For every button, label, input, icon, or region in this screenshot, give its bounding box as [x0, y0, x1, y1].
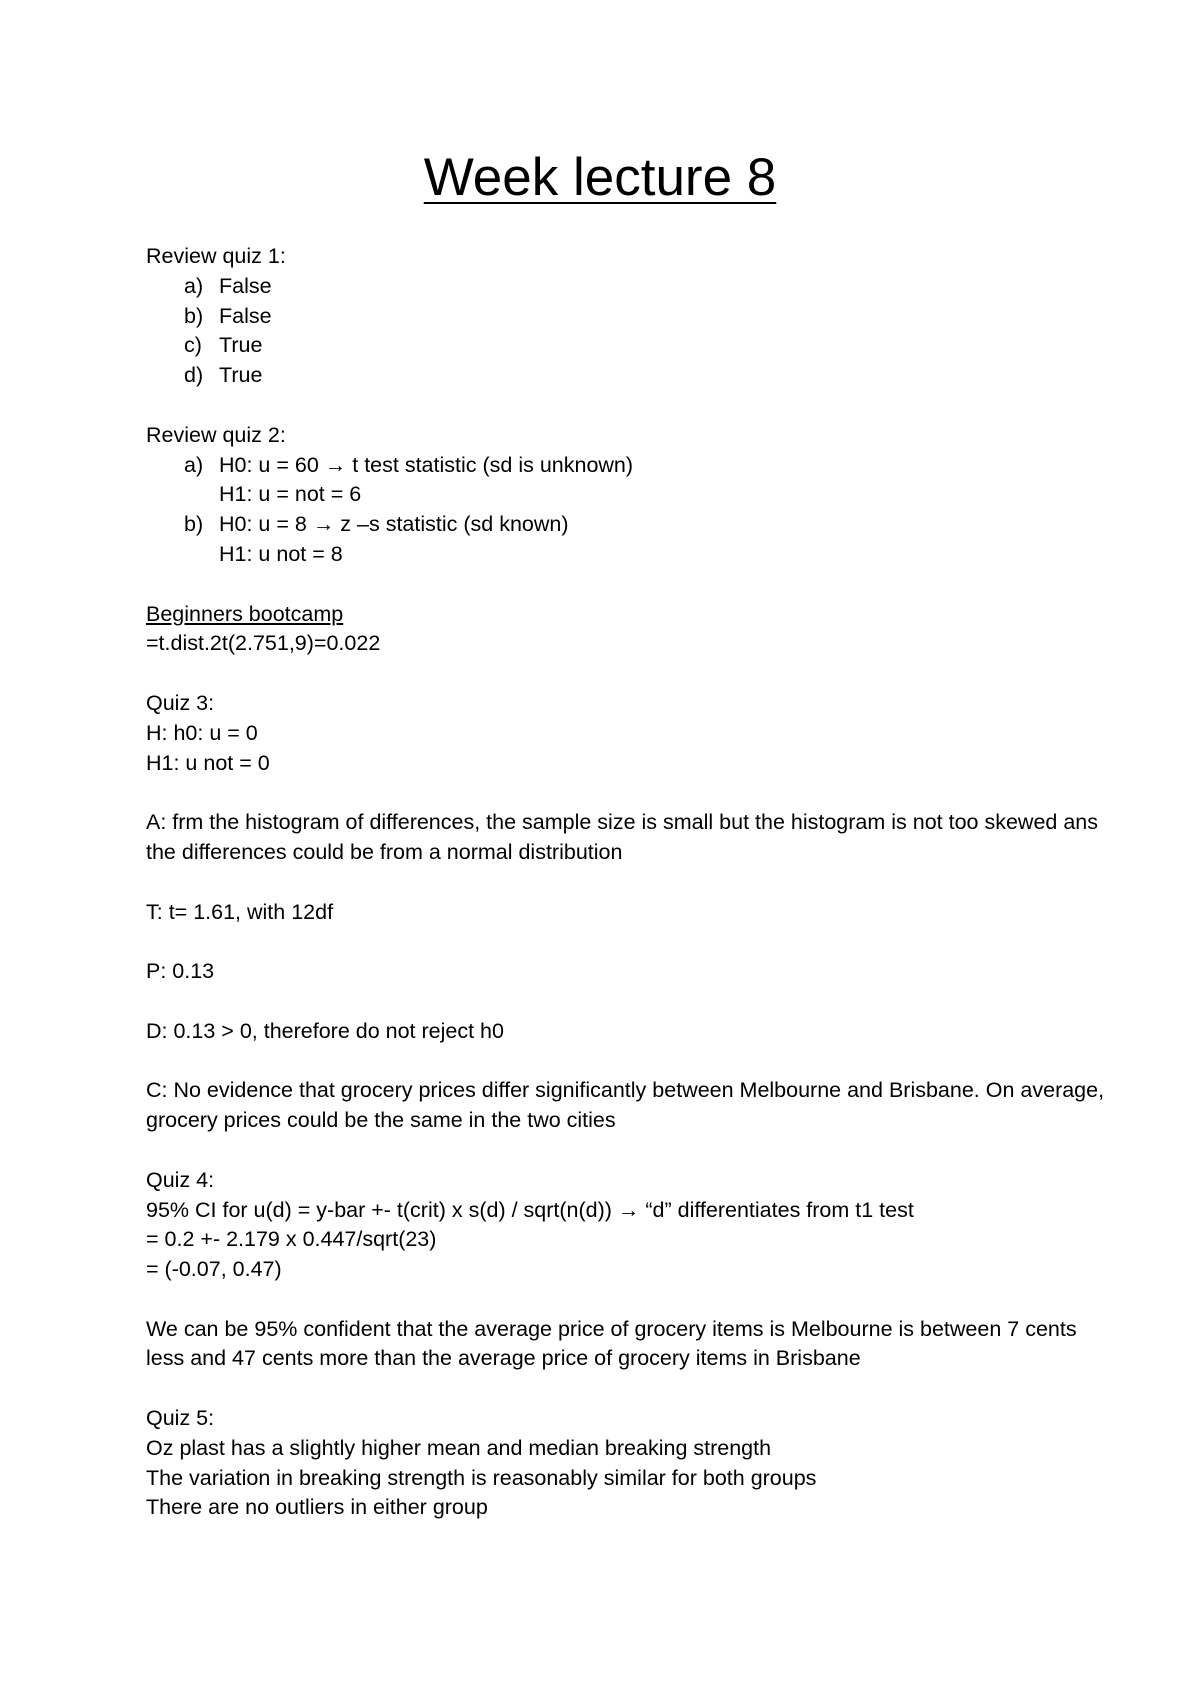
blank-line: [146, 1285, 1106, 1315]
blank-line: [146, 1374, 1106, 1404]
blank-line: [146, 570, 1106, 600]
blank-line: [146, 659, 1106, 689]
quiz-4-conclusion: We can be 95% confident that the average price of grocery items is Melbourne is between 7 cents less and 47 cents more than the average price of grocery items in Brisbane: [146, 1316, 1077, 1371]
blank-line: [146, 1136, 1106, 1166]
list-item-text: H0: u = 60 → t test statistic (sd is unknown): [219, 452, 634, 477]
document-body: [146, 242, 1106, 1523]
review-quiz-1-heading: Review quiz 1:: [146, 244, 286, 268]
list-item-text: True: [219, 333, 263, 358]
quiz-3-decision: D: 0.13 > 0, therefore do not reject h0: [146, 1018, 504, 1043]
quiz-3-heading: Quiz 3:: [146, 690, 215, 715]
quiz-4-interval: = (-0.07, 0.47): [146, 1257, 282, 1282]
review-quiz-1-item-b: [146, 302, 1106, 332]
quiz-4-substitution: = 0.2 +- 2.179 x 0.447/sqrt(23): [146, 1227, 437, 1252]
review-quiz-2-item-b-h1: H1: u not = 8: [219, 541, 343, 566]
blank-line: [146, 778, 1106, 808]
list-marker: a): [184, 273, 204, 298]
list-marker: d): [184, 363, 204, 388]
list-marker: b): [184, 512, 204, 537]
blank-line: [146, 391, 1106, 421]
quiz-3-h0: H: h0: u = 0: [146, 720, 258, 745]
quiz-5-line-1: Oz plast has a slightly higher mean and median breaking strength: [146, 1435, 772, 1460]
review-quiz-2-item-b: [146, 510, 1106, 540]
beginners-bootcamp-heading: [146, 600, 1106, 630]
quiz-5-line-2: The variation in breaking strength is reasonably similar for both groups: [146, 1465, 817, 1490]
list-item-text: False: [219, 273, 272, 298]
beginners-bootcamp-heading-text: Beginners bootcamp: [146, 601, 344, 626]
list-item-text: H0: u = 8 → z –s statistic (sd known): [219, 512, 569, 537]
list-item-text: True: [219, 363, 263, 388]
review-quiz-2-heading: Review quiz 2:: [146, 422, 286, 447]
quiz-3-conclusion: C: No evidence that grocery prices differ significantly between Melbourne and Brisbane. On average, grocery prices could be the same in the two cities: [146, 1078, 1105, 1133]
review-quiz-1-item-a: [146, 272, 1106, 302]
review-quiz-2-item-a: [146, 451, 1106, 481]
review-quiz-2-item-a-h1: H1: u = not = 6: [219, 482, 362, 507]
blank-line: [146, 1047, 1106, 1077]
blank-line: [146, 868, 1106, 898]
list-item-text: False: [219, 303, 272, 328]
quiz-3-assumptions: A: frm the histogram of differences, the sample size is small but the histogram is not too skewed ans the differences could be from a normal distribution: [146, 810, 1099, 864]
review-quiz-1-item-c: [146, 331, 1106, 361]
list-marker: c): [184, 333, 202, 358]
page-title: [0, 145, 1200, 211]
quiz-3-h1: H1: u not = 0: [146, 750, 270, 775]
quiz-4-formula: 95% CI for u(d) = y-bar +- t(crit) x s(d) / sqrt(n(d)) → “d” differentiates from t1 test: [146, 1197, 914, 1222]
blank-line: [146, 987, 1106, 1017]
review-quiz-1-item-d: [146, 361, 1106, 391]
quiz-3-p-value: P: 0.13: [146, 959, 215, 984]
list-marker: b): [184, 303, 204, 328]
quiz-5-heading: Quiz 5:: [146, 1406, 215, 1431]
quiz-5-line-3: There are no outliers in either group: [146, 1495, 488, 1520]
list-marker: a): [184, 452, 204, 477]
quiz-3-test-statistic: T: t= 1.61, with 12df: [146, 899, 334, 924]
beginners-bootcamp-formula: =t.dist.2t(2.751,9)=0.022: [146, 631, 381, 656]
page-title-text: Week lecture 8: [423, 148, 777, 207]
blank-line: [146, 927, 1106, 957]
quiz-4-heading: Quiz 4:: [146, 1167, 215, 1192]
